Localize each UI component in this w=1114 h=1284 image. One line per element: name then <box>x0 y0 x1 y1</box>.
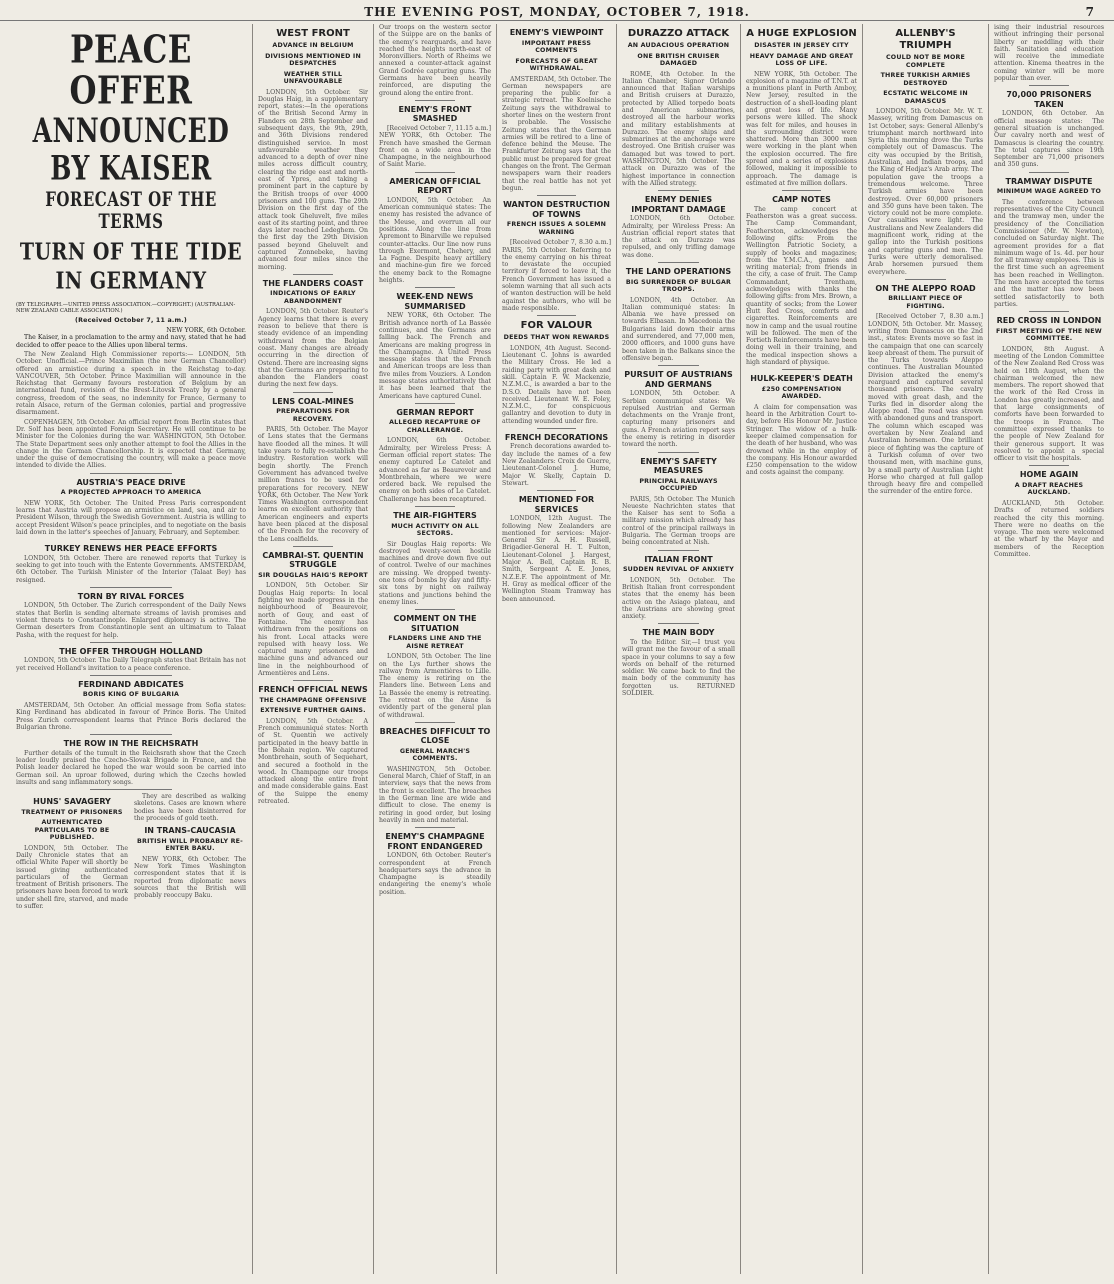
section-subheading: BIG SURRENDER OF BULGAR TROOPS. <box>625 278 732 294</box>
section-heading: THE ROW IN THE REICHSRATH <box>63 739 199 749</box>
article-text: LONDON, 6th October. An official message states: The general situation is unchanged. Our cavalry north and west of Damascus is clearing the country. The total captures since 19th September are 71,000 prisoners and 350 guns. <box>994 110 1104 169</box>
divider <box>90 789 173 790</box>
section-subheading: SUDDEN REVIVAL OF ANXIETY <box>622 566 735 574</box>
headline-forecast: FORECAST OF THE TERMS <box>45 187 217 234</box>
divider <box>782 190 822 191</box>
article-text: WASHINGTON, 5th October. General March, Chief of Staff, in an interview, says that the news from the front is excellent. The breaches in the German line are wide and difficult to close. The enemy is retiring in good order, but losing heavily in men and material. <box>379 765 491 824</box>
section-heading: ENEMY DENIES IMPORTANT DAMAGE <box>631 195 726 214</box>
article-text: LONDON, 5th October. Sir Douglas Haig reports: In local fighting we made progress in the neighbourhood of Beaurevoir, north of Gouy, and east of Fontaine. The enemy has withdrawn from the positions on his front. Local attacks were repulsed with heavy loss. We captured many prisoners and machine guns and advanced our line in the neighbourhood of Armentières and Lens. <box>258 582 368 677</box>
divider <box>90 734 173 735</box>
section-subheading: DIVISIONS MENTIONED IN DESPATCHES <box>265 52 361 67</box>
section-heading: PURSUIT OF AUSTRIANS AND GERMANS <box>624 370 733 389</box>
section-subheading: DISASTER IN JERSEY CITY <box>754 42 849 49</box>
section-heading: 70,000 PRISONERS TAKEN <box>1006 90 1092 109</box>
section-subheading: BRITISH WILL PROBABLY RE-ENTER BAKU. <box>137 837 243 853</box>
section-heading: WANTON DESTRUCTION OF TOWNS <box>503 200 610 219</box>
column-rule <box>862 24 863 1274</box>
column-8 <box>990 24 1108 1274</box>
divider <box>658 190 699 191</box>
column-rule <box>988 24 989 1274</box>
article-text: AMSTERDAM, 5th October. The German newspapers are preparing the public for a strategic retreat. The Koelnische Zeitung says the withdrawal to shorter lines on the western front is probable. The Vossische Zeitung states that the German armies will be retired to a line of defence behind the Meuse. The Frankfurter Zeitung says that the public must be prepared for great changes on the front. The German newspapers warn their readers that the real battle has not yet begun. <box>502 75 611 192</box>
article-text: LONDON, 6th October. Admiralty, per Wireless Press: An Austrian official report states that the attack on Durazzo was repulsed, and only trifling damage was done. <box>622 215 735 259</box>
section-subheading: £250 COMPENSATION AWARDED. <box>761 385 842 401</box>
section-heading: AMERICAN OFFICIAL REPORT <box>389 176 481 196</box>
article-text: LONDON, 5th October. There are renewed reports that Turkey is seeking to get into touch with the Entente Governments. AMSTERDAM, 6th October. The Turkish Minister of the Interior (Talaat Bey) has resigned. <box>16 554 246 584</box>
column-rule <box>496 24 497 1274</box>
divider <box>415 403 455 404</box>
section-subheading: BORIS KING OF BULGARIA <box>82 691 180 699</box>
section-heading: ENEMY'S CHAMPAGNE FRONT ENDANGERED <box>385 832 485 851</box>
divider <box>537 490 576 491</box>
section-heading: TURKEY RENEWS HER PEACE EFFORTS <box>44 544 218 554</box>
section-subheading: MINIMUM WAGE AGREED TO <box>996 188 1102 196</box>
article-text: NEW YORK, 6th October. The New York Times Washington correspondent states that it is reported from diplomatic news sources that the British will probably reoccupy Baku. <box>134 855 246 900</box>
section-heading: ITALIAN FRONT <box>644 554 713 564</box>
divider <box>658 262 699 263</box>
dateline: NEW YORK, 6th October. <box>166 327 246 335</box>
article-text: LONDON, 5th October. Reuter's Agency learns that there is every reason to believe that there is steady evidence of an impending withdrawal from the Belgian coast. Many changes are already occurring in the direction of Ostend. There are increasing signs that the Germans are preparing to abandon the Flanders coast during the next few days. <box>258 308 368 389</box>
telegraph-credit: (BY TELEGRAPH.—UNITED PRESS ASSOCIATION.—COPYRIGHT.) (AUSTRALIAN-NEW ZEALAND CABLE ASSOCIATION.) <box>16 302 236 315</box>
section-subheading: AUTHENTICATED PARTICULARS TO BE PUBLISHED. <box>34 819 110 842</box>
section-heading: LENS COAL-MINES <box>272 396 354 406</box>
section-heading: IN TRANS-CAUCASIA <box>144 826 236 836</box>
received-line: (Received October 7, 11 a.m.) <box>75 316 187 324</box>
section-subheading: FRENCH ISSUES A SOLEMN WARNING <box>506 221 607 236</box>
section-subheading: AN AUDACIOUS OPERATION <box>627 42 730 49</box>
column-6 <box>742 24 861 1274</box>
column-rule <box>373 24 374 1274</box>
section-subheading: IMPORTANT PRESS COMMENTS <box>521 39 592 54</box>
huns-savagery-article <box>16 793 128 912</box>
divider <box>658 365 699 366</box>
section-heading: ON THE ALEPPO ROAD <box>875 283 976 293</box>
article-text: French decorations awarded to-day include the names of a few New Zealanders: Croix de Guerre, Lieutenant-Colonel J. Hume, Major W. Skelly, Captain D. Stewart. <box>502 443 611 487</box>
article-text: LONDON, 5th October. The Daily Chronicle states that an official White Paper will shortly be issued giving authenticated particulars of the German treatment of British prisoners. The prisoners have been forced to work under shell fire, starved, and made to suffer. <box>16 844 128 911</box>
section-subheading: MUCH ACTIVITY ON ALL SECTORS. <box>391 522 479 538</box>
article-text: [Received October 7, 11.15 a.m.] NEW YORK, 6th October. The French have smashed the German front on a wide area in the Champagne, in the neighbourhood of Saint Marie. <box>379 124 491 169</box>
divider <box>905 279 946 280</box>
section-subheading: COULD NOT BE MORE COMPLETE <box>885 54 966 69</box>
divider <box>658 452 699 453</box>
divider <box>1029 311 1069 312</box>
section-heading: AUSTRIA'S PEACE DRIVE <box>76 477 186 487</box>
divider <box>90 642 173 643</box>
divider <box>537 428 576 429</box>
article-text: AUCKLAND, 5th October. Drafts of returned soldiers reached the city this morning. There were no deaths on the voyage. The men were welcomed at the wharf by the Mayor and members of the Reception Committee. <box>994 499 1104 559</box>
divider <box>1029 172 1069 173</box>
divider <box>293 680 333 681</box>
section-heading: THE MAIN BODY <box>642 628 715 638</box>
section-subheading: ECSTATIC WELCOME IN DAMASCUS <box>883 90 968 105</box>
section-heading: WEEK-END NEWS SUMMARISED <box>396 292 474 311</box>
section-subheading: FLANDERS LINE AND THE AISNE RETREAT <box>388 635 482 650</box>
article-text: LONDON, 12th August. The following New Zealanders are mentioned for services: Major-General Sir A. H. Russell, Brigadier-General H. T. Fulton, Lieutenant-Colonel J. Hargest, Major A. Bell, Captain R. B. Smith, Sergeant A. E. Jones, N.Z.E.F. The appointment of Mr. H. Gray as medical officer of the Wellington Steam Tramway has been announced. <box>502 515 611 603</box>
headline-peace-offer: PEACE OFFER <box>69 27 193 114</box>
article-text: The New Zealand High Commissioner reports:— LONDON, 5th October. Unofficial.—Prince Maximilian (the new German Chancellor) offered an armistice during a speech in the Reichstag to-day. VANCOUVER, 5th October. Prince Maximilian will announce in the Reichstag that Germany favours restoration of Belgium by an international fund, revision of the Brest-Litovsk Treaty by a general congress, freedom of the seas, no indemnity for France, Germany to retain Alsace, return of the German colonies, partial and progressive disarmament. <box>16 350 246 417</box>
section-subheading: FORECASTS OF GREAT WITHDRAWAL. <box>515 57 598 72</box>
section-heading: ALLENBY'S TRIUMPH <box>895 28 956 51</box>
headline-announced-by-kaiser: ANNOUNCED BY KAISER <box>32 110 230 188</box>
section-subheading: THE CHAMPAGNE OFFENSIVE <box>259 696 367 704</box>
section-subheading: SIR DOUGLAS HAIG'S REPORT <box>258 571 368 579</box>
section-subheading: DEEDS THAT WON REWARDS <box>503 334 610 342</box>
article-text: ising their industrial resources without infringing their personal liberty or meddling with their faith. Sanitation and education will receive the immediate attention. Kinema theatres in the coming winter will be more popular than ever. <box>994 24 1104 83</box>
divider <box>415 609 455 610</box>
divider <box>293 274 333 275</box>
section-heading: TORN BY RIVAL FORCES <box>77 591 185 601</box>
column-rule <box>740 24 741 1274</box>
divider <box>537 315 576 316</box>
article-text: The conference between representatives of the City Council and the tramway men, under the presidency of the Conciliation Commissioner (Mr. W. Newton), concluded on Saturday night. The agreement provides for a flat minimum wage of 1s. 4d. per hour for all tramway employees. This is the first time such an agreement has been reached in Wellington. The men have accepted the terms and the matter has now been settled satisfactorily to both parties. <box>994 198 1104 308</box>
article-text: PARIS, 5th October. The Munich Neueste Nachrichten states that the Kaiser has sent to Sofia a military mission which already has control of the principal railways in Bulgaria. The German troops are being concentrated at Nish. <box>622 495 735 547</box>
article-text: Sir Douglas Haig reports: We destroyed twenty-seven hostile machines and drove down five out of control. Twelve of our machines are missing. We dropped twenty-one tons of bombs by day and fifty-six tons by night on railway stations and junctions behind the enemy lines. <box>379 540 491 606</box>
article-text: LONDON, 5th October. An American communiqué states: The enemy has resisted the advance of the Meuse, and overrun all our positions. Along the line from Apremont to Binarville we repulsed counter-attacks. Our line now runs through Exermont, Chehery, and La Fagne. Despite heavy artillery and machine-gun fire we forced the enemy back to the Romagne heights. <box>379 196 491 285</box>
column-rule <box>616 24 617 1274</box>
page-number: 7 <box>1085 5 1094 19</box>
column-4 <box>498 24 615 1274</box>
divider <box>1029 465 1069 466</box>
article-text: NEW YORK, 6th October. The British advance north of La Bassée continues, and the Germans are falling back. The French and Americans are making progress in the Champagne. A United Press message states that the French and American troops are less than five miles from Vouziers. A London message states authoritatively that it has been learned that the Americans have captured Cunel. <box>379 312 491 400</box>
article-text: LONDON, 5th October. The British Italian front correspondent states that the enemy has been active on the Asiago plateau, and the Austrians are showing great anxiety. <box>622 576 735 621</box>
section-subheading: WEATHER STILL UNFAVOURABLE <box>283 70 343 85</box>
section-heading: FRENCH DECORATIONS <box>504 432 609 442</box>
masthead <box>0 4 1114 21</box>
section-heading: HULK-KEEPER'S DEATH <box>750 374 853 384</box>
section-heading: RED CROSS IN LONDON <box>996 316 1102 326</box>
column-1 <box>12 24 250 1274</box>
divider <box>415 100 455 101</box>
article-text: To the Editor. Sir,—I trust you will grant me the favour of a small space in your columns to say a few words on behalf of the returned soldier. We came back to find the main body of the community has forgotten us. RETURNED SOLDIER. <box>622 638 735 698</box>
article-text: LONDON, 5th October. The Zurich correspondent of the Daily News states that Berlin is sending alternate streams of lavish promises and violent threats to Constantinople. Enlarged diplomacy is active. The German deserters from Constantinople sent an ultimatum to Talaat Pasha, with the request for help. <box>16 602 246 639</box>
section-heading: FOR VALOUR <box>520 320 593 332</box>
section-subheading: GENERAL MARCH'S COMMENTS. <box>399 747 471 763</box>
section-heading: THE OFFER THROUGH HOLLAND <box>59 646 203 656</box>
column-rule <box>252 24 253 1274</box>
section-heading: TRAMWAY DISPUTE <box>1005 176 1093 186</box>
divider <box>90 473 173 474</box>
article-text: LONDON, 5th October. A Serbian communiqué states: We repulsed Austrian and German detachments on the Vranje front, capturing many prisoners and guns. A French aviation report says the enemy is retiring in disorder toward the north. <box>622 390 735 449</box>
divider <box>90 675 173 676</box>
section-heading: CAMP NOTES <box>772 195 831 205</box>
article-text: Further details of the tumult in the Reichsrath show that the Czech leader loudly praised the Czecho-Slovak Brigade in France, and the Polish leader declared he hoped the war would soon be carried into German soil. An uproar followed, during which the Czechs howled insults and sang inflammatory songs. <box>16 749 246 786</box>
section-heading: GERMAN REPORT <box>396 407 474 417</box>
section-subheading: A DRAFT REACHES AUCKLAND. <box>1014 481 1084 497</box>
section-subheading: ALLEGED RECAPTURE OF CHALLERANGE. <box>389 419 481 434</box>
section-heading: WEST FRONT <box>276 28 350 39</box>
section-heading: MENTIONED FOR SERVICES <box>518 495 595 514</box>
divider <box>90 539 173 540</box>
section-subheading: INDICATIONS OF EARLY ABANDONMENT <box>270 290 356 305</box>
divider <box>90 587 173 588</box>
section-heading: HOME AGAIN <box>1019 470 1079 480</box>
masthead-title: THE EVENING POST, MONDAY, OCTOBER 7, 1918. <box>364 5 750 19</box>
divider <box>415 827 455 828</box>
divider <box>415 287 455 288</box>
divider <box>658 550 699 551</box>
article-text: LONDON, 4th August. Second-Lieutenant C. Johns is awarded the Military Cross. He led a raiding party with great dash and skill. Captain F. W. Mackenzie, N.Z.M.C., is awarded a bar to the D.S.O. Details have not been received. Lieutenant W. E. Foley, N.Z.M.C., for conspicuous gallantry and devotion to duty in attending wounded under fire. <box>502 344 611 425</box>
section-heading: ENEMY'S VIEWPOINT <box>509 28 604 37</box>
divider <box>782 369 822 370</box>
section-heading: ENEMY'S SAFETY MEASURES <box>640 456 717 476</box>
article-text: NEW YORK, 5th October. The United Press Paris correspondent learns that Austria will propose an armistice on land, sea, and air to President Wilson, through the Swedish Government. Austria is willing to accept President Wilson's peace principles, and to negotiate on the basis laid down in the latter's speeches of January, February, and September. <box>16 499 246 536</box>
section-heading: A HUGE EXPLOSION <box>746 28 857 39</box>
section-subheading: TREATMENT OF PRISONERS <box>21 808 123 816</box>
divider <box>415 506 455 507</box>
section-subheading: PREPARATIONS FOR RECOVERY. <box>276 408 350 423</box>
article-text: [Received October 7, 8.30 a.m.] PARIS, 5th October. Referring to the enemy carrying on his threat to devastate the occupied territory if forced to leave it, the French Government has issued a solemn warning that all such acts of wanton destruction will be held against the authors, who will be made responsible. <box>502 239 611 312</box>
article-text: ROME, 4th October. In the Italian Chamber, Signor Orlando announced that Italian warships and British cruisers at Durazzo, protected by Allied torpedo boats and American submarines, destroyed all the harbour works and military establishments at Durazzo. The enemy ships and submarines at the anchorage were destroyed. One British cruiser was damaged but was towed to port. WASHINGTON, 5th October. The attack on Durazzo was of the highest importance in connection with the Allied strategy. <box>622 70 735 187</box>
divider <box>537 195 576 196</box>
section-heading: THE FLANDERS COAST <box>262 278 364 288</box>
section-heading: HUNS' SAVAGERY <box>33 797 111 807</box>
column-5 <box>618 24 739 1274</box>
section-subheading: EXTENSIVE FURTHER GAINS. <box>260 707 366 715</box>
divider <box>293 392 333 393</box>
article-text: PARIS, 5th October. The Mayor of Lens states that the Germans have flooded all the mines. It will take years to fully re-establish the industry. Restoration work will begin shortly. The French Government has advanced twelve million francs to be used for preparations for recovery. NEW YORK, 6th October. The New York Times Washington correspondent learns on excellent authority that American engineers and experts have been placed at the disposal of the French for the recovery of the Lens coalfields. <box>258 426 368 543</box>
divider <box>658 623 699 624</box>
article-text: COPENHAGEN, 5th October. An official report from Berlin states that Dr. Solf has been appointed Foreign Secretary. He will continue to be Minister for the Colonies during the war. WASHINGTON, 5th October. The State Department sees only another attempt to fool the Allies in the change in the German Chancellorship. It is expected that Germany, under the guise of democratising the country, will make a peace move intended to divide the Allies. <box>16 418 246 470</box>
article-text: NEW YORK, 5th October. The explosion of a magazine of T.N.T. at a munitions plant in Perth Amboy, New Jersey, resulted in the destruction of a shell-loading plant and great loss of life. Many persons were killed. The shock was felt for miles, and houses in the surrounding district were shattered. More than 3000 men were working in the plant when the explosion occurred. The fire spread and a series of explosions followed, making it impossible to approach. The damage is estimated at five million dollars. <box>746 70 857 187</box>
article-text: LONDON, 5th October. Sir Douglas Haig, in a supplementary report, states:—In the operations of the British Second Army in Flanders on 28th September and subsequent days, the 9th, 29th, and 36th Divisions rendered distinguished service. In most unfavourable weather they advanced to a depth of over nine miles across difficult country, clearing the ridge east and north-east of Ypres, and taking a prominent part in the capture by the British troops of over 4000 prisoners and 100 guns. The 29th Division on the first day of the attack took Gheluvelt, five miles east of its starting point, and three days later reached Ledeghem. On the first day the 29th Division passed beyond Gheluvelt and captured Zonnebeke, having advanced four miles since the morning. <box>258 88 368 271</box>
section-subheading: A PROJECTED APPROACH TO AMERICA <box>60 489 202 497</box>
article-text: LONDON, 6th October. Admiralty, per Wireless Press: A German official report states: The enemy captured Le Catelet and advanced as far as Beaurevoir and Montbrehain, where we were ordered back. We repulsed the enemy on both sides of Le Catelet. Challerange has been recaptured. <box>379 437 491 503</box>
section-subheading: BRILLIANT PIECE OF FIGHTING. <box>888 295 963 310</box>
article-text: [Received October 7, 8.30 a.m.] LONDON, 5th October. Mr. Massey, writing from Damascus on the 2nd inst., states: Events move so fast in the campaign that one can scarcely keep abreast of them. The pursuit of the Turks towards Aleppo continues. The Australian Mounted Division attacked the enemy's rearguard and captured several thousand prisoners. The cavalry moved with great dash, and the Turks fled in disorder along the Aleppo road. The road was strewn with abandoned guns and transport. The column which escaped was overtaken by New Zealand and Australian horsemen. One brilliant piece of fighting was the capture of a Turkish column of over two thousand men, with machine guns, by a small party of Australian Light Horse who charged at full gallop through heavy fire and compelled the surrender of the entire force. <box>868 313 983 496</box>
section-heading: COMMENT ON THE SITUATION <box>393 614 477 633</box>
divider <box>1029 85 1069 86</box>
article-text: LONDON, 4th October. An Italian communiqué states: In Albania we have pressed on towards Elbasan. In Macedonia the Bulgarians laid down their arms and surrendered, and 77,000 men, 2000 officers, and 1000 guns have been taken in the Balkans since the offensive began. <box>622 296 735 362</box>
article-text: LONDON, 5th October. The line on the Lys further shows the railway from Armentières to Lille. The enemy is retiring on the Flanders line. Between Lens and La Bassée the enemy is retreating. The retreat on the Aisne is evidently part of the general plan of withdrawal. <box>379 653 491 719</box>
article-text: The camp concert at Featherston was a great success. The Camp Commandant, Featherston, acknowledges the following gifts: From the Wellington Patriotic Society, a supply of books and magazines; from the Y.M.C.A., games and writing material; from friends in the city, a case of fruit. The Camp Commandant, Trentham, acknowledges with thanks the following gifts: from Mrs. Brown, a quantity of socks; from the Lower Hutt Red Cross, comforts and cigarettes. Reinforcements are now in camp and the usual routine will be followed. The men of the Fortieth Reinforcements have been doing well in their training, and the medical inspection shows a high standard of physique. <box>746 205 857 366</box>
section-heading: THE LAND OPERATIONS <box>625 267 732 277</box>
section-subheading: PRINCIPAL RAILWAYS OCCUPIED <box>639 477 718 493</box>
article-text: LONDON, 6th October. Reuter's correspondent at French headquarters says the advance in Champagne is steadily endangering the enemy's whole position. <box>379 852 491 896</box>
section-heading: THE AIR-FIGHTERS <box>393 511 477 521</box>
section-subheading: ONE BRITISH CRUISER DAMAGED <box>637 52 720 67</box>
bottom-split <box>16 793 246 912</box>
section-subheading: THREE TURKISH ARMIES DESTROYED <box>880 72 971 87</box>
section-heading: FERDINAND ABDICATES <box>78 679 184 689</box>
section-heading: CAMBRAI-ST. QUENTIN STRUGGLE <box>262 550 364 570</box>
article-text: A claim for compensation was heard in the Arbitration Court to-day, before His Honour Mr. Justice Stringer. The widow of a hulk-keeper claimed compensation for the death of her husband, who was drowned while in the employ of the company. His Honour awarded £250 compensation to the widow and costs against the company. <box>746 403 857 477</box>
divider <box>415 172 455 173</box>
article-text: AMSTERDAM, 5th October. An official message from Sofia states: King Ferdinand has abdicated in favour of Prince Boris. The United Press Zurich correspondent learns that Prince Boris declared the Bulgarian throne. <box>16 701 246 731</box>
column-7 <box>864 24 987 1274</box>
article-text: LONDON, 5th October. Mr. W. T. Massey, writing from Damascus on 1st October, says: General Allenby's triumphant march northward into Syria this morning drove the Turks completely out of Damascus. The city was occupied by the British, Australian, and Indian troops, and the King of Hedjaz's Arab army. The population gave the troops a tremendous welcome. Three Turkish armies have been destroyed. Over 60,000 prisoners and 350 guns have been taken. The victory could not be more complete. Our casualties were light. The Australians and New Zealanders did magnificent work, riding at the gallop into the Turkish positions and capturing guns and men. The Turks were utterly demoralised. Arab horsemen pursued them everywhere. <box>868 108 983 276</box>
trans-caucasia-article <box>134 793 246 912</box>
article-text: LONDON, 5th October. A French communiqué states: North of St. Quentin we actively participated in the heavy battle in the Bohain region. We captured Montbrehain, south of Sequehart, and secured a foothold in the wood. In Champagne our troops attacked along the entire front and made considerable gains. East of the Suippe the enemy retreated. <box>258 717 368 806</box>
section-heading: BREACHES DIFFICULT TO CLOSE <box>379 726 491 746</box>
article-text: LONDON, 5th October. The Daily Telegraph states that Britain has not yet received Holland's invitation to a peace conference. <box>16 657 246 672</box>
divider <box>293 546 333 547</box>
article-text: LONDON, 8th August. A meeting of the London Committee of the New Zealand Red Cross was held on 18th August, when the chairman welcomed the new members. The report showed that the work of the Red Cross in London has greatly increased, and that large consignments of comforts have been forwarded to the troops in France. The committee expressed thanks to the people of New Zealand for their generous support. It was resolved to appoint a special officer to visit the hospitals. <box>994 345 1104 463</box>
column-2 <box>254 24 372 1274</box>
article-text: Our troops on the western sector of the Suippe are on the banks of the enemy's rearguards, and have reached the heights north-east of Moronvilliers. North of Rheims we annexed a counter-attack against Grand Godrée capturing guns. The Germans have been heavily reinforced, are disputing the ground along the entire front. <box>379 24 491 97</box>
section-subheading: ADVANCE IN BELGIUM <box>272 42 354 49</box>
column-3 <box>375 24 495 1274</box>
section-subheading: FIRST MEETING OF THE NEW COMMITTEE. <box>996 327 1102 343</box>
section-subheading: HEAVY DAMAGE AND GREAT LOSS OF LIFE. <box>749 52 854 67</box>
section-heading: DURAZZO ATTACK <box>627 28 730 39</box>
section-heading: ENEMY'S FRONT SMASHED <box>398 104 472 124</box>
headline-turn-of-tide: TURN OF THE TIDE IN GERMANY <box>19 238 243 295</box>
lead-paragraph: The Kaiser, in a proclamation to the army and navy, stated that he had decided to offer peace to the Allies upon liberal terms. <box>16 334 246 349</box>
article-text: They are described as walking skeletons. Cases are known where bodies have been disinterred for the proceeds of gold teeth. <box>134 793 246 823</box>
divider <box>415 722 455 723</box>
section-heading: FRENCH OFFICIAL NEWS <box>258 685 368 695</box>
